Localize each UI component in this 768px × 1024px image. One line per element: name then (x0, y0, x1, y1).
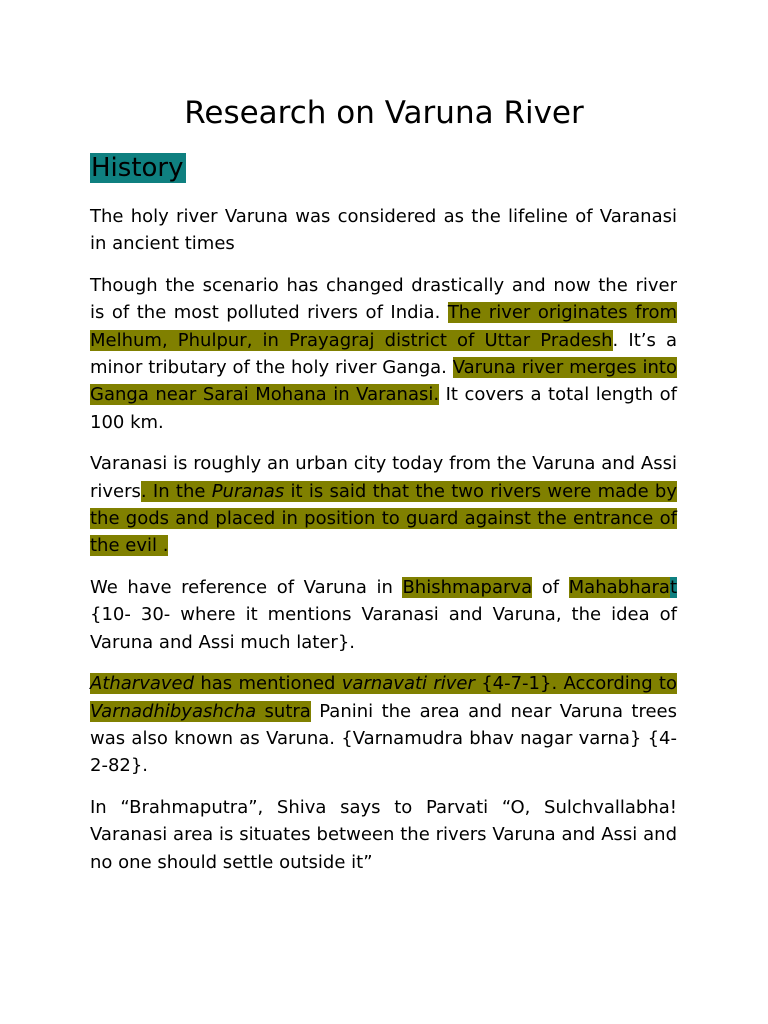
section-heading (90, 150, 186, 186)
paragraph-1: The holy river Varuna was considered as the lifeline of Varanasi in ancient times (90, 206, 677, 255)
text-run: it is said that the two rivers were made by the gods and placed in position to guard against the entrance of the evil . (90, 480, 677, 557)
text-run: {10- 30- where it mentions Varanasi and Varuna, the idea of Varuna and Assi much later}. (90, 604, 677, 653)
text-run: of (532, 576, 569, 598)
paragraph-4 (90, 574, 677, 656)
text-run: sutra (256, 700, 311, 722)
highlighted-text: Mahabhara (568, 576, 670, 598)
text-run: . It’s a minor tributary of the holy river Ganga. (90, 329, 677, 379)
text-run: . In the (140, 480, 212, 502)
highlighted-text (90, 481, 677, 557)
text-run: Varanasi is roughly an urban city today from the Varuna and Assi rivers (90, 453, 677, 502)
italic-text: Puranas (211, 480, 285, 502)
italic-text: Atharvaved (90, 673, 195, 695)
text-run: has mentioned (194, 673, 342, 695)
italic-text: varnavati river (341, 673, 475, 695)
highlighted-text: The river originates from Melhum, Phulpur, in Prayagraj district of Uttar Pradesh (90, 302, 677, 351)
document-title: Research on Varuna River (184, 95, 584, 131)
document-body (90, 203, 677, 890)
italic-text: Varnadhibyashcha (90, 700, 257, 722)
highlighted-text-teal: t (669, 576, 678, 598)
text-run: Panini the area and near Varuna trees was also known as Varuna. {Varnamudra bhav nagar varna} {4-2-82}. (90, 700, 678, 777)
text-run: Though the scenario has changed drastically and now the river is of the most polluted rivers of India. (90, 274, 677, 324)
paragraph-5 (90, 670, 677, 780)
highlighted-text: Bhishmaparva (402, 576, 533, 598)
section-heading-text: History (91, 153, 184, 183)
text-run: It covers a total length of 100 km. (90, 384, 677, 433)
highlighted-text: Varuna river merges into Ganga near Sarai Mohana in Varanasi. (90, 357, 678, 406)
paragraph-2 (90, 272, 677, 436)
text-run: {4-7-1}. According to (474, 673, 678, 695)
paragraph-3 (90, 450, 677, 560)
text-run: We have reference of Varuna in (90, 576, 403, 598)
paragraph-6: In “Brahmaputra”, Shiva says to Parvati “O, Sulchvallabha! Varanasi area is situates between the rivers Varuna and Assi and no one should settle outside it” (90, 796, 677, 873)
